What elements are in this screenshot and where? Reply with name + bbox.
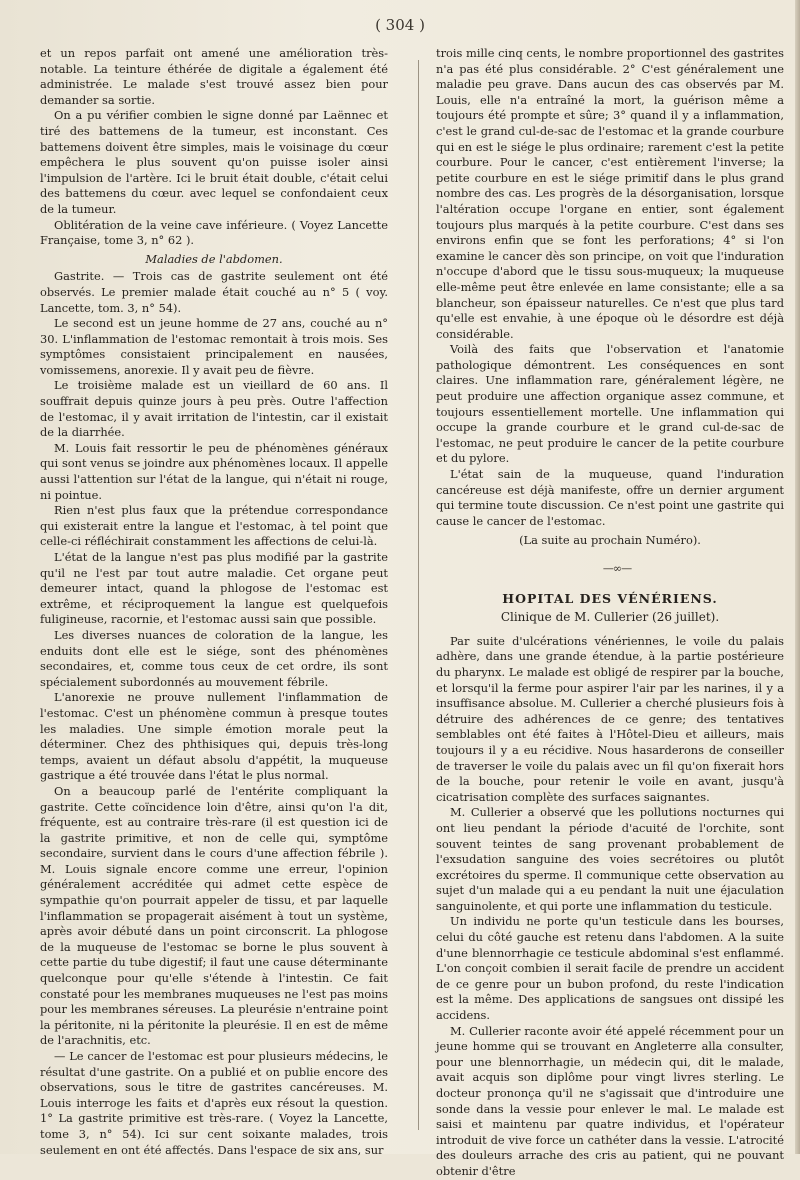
paragraph: — Le cancer de l'estomac est pour plusieurs médecins, le résultat d'une gastrite. On a publié et on publie encore des observations, sous le titre de gastrites cancéreuses. M. Louis interroge les faits et d'après eux résout la question. 1° La gastrite primitive est très-rare. ( Voyez la Lancette, tome 3, n° 54). Ici sur cent soixante malades, trois seulement en ont été affectés. Dans l'espace de six ans, sur — [40, 1049, 388, 1157]
paragraph: et un repos parfait ont amené une amélioration très-notable. La teinture éthérée de digitale a également été administrée. Le malade s'est trouvé assez bien pour demander sa sortie. — [40, 46, 388, 107]
section-subheading: Maladies de l'abdomen. — [145, 251, 283, 266]
paragraph: M. Cullerier raconte avoir été appelé récemment pour un jeune homme qui se trouvant en Angleterre alla consulter, pour une blennorrhagie, un médecin qui, dit le malade, avait acquis son diplôme pour vingt livres sterling. Le docteur prononça qu'il ne s'agissait que d'introduire une sonde dans la vessie pour enlever le mal. Le malade est saisi et maintenu par quatre individus, et l'opérateur introduit de vive force un cathéter dans la vessie. L'atrocité des douleurs arrache des cris au patient, qui ne pouvant obtenir d'être — [436, 1023, 784, 1178]
paragraph: trois mille cinq cents, le nombre proportionnel des gastrites n'a pas été plus considérable. 2° C'est généralement une maladie peu grave. Dans aucun des cas observés par M. Louis, elle n'a entraîné la mort, la guérison même a toujours été prompte et sûre; 3° quand il y a inflammation, c'est le grand cul-de-sac de l'estomac et la grande courbure qui en est le siége le plus ordinaire; rarement c'est la petite courbure. Pour le cancer, c'est entièrement l'inverse; la petite courbure en est le siége primitif dans le plus grand nombre des cas. Les progrès de la désorganisation, lorsque l'altération occupe l'organe en entier, sont également toujours plus marqués à la petite courbure. C'est dans ses environs enfin que se font les perforations; 4° si l'on examine le cancer dès son principe, on voit que l'induration n'occupe d'abord que le tissu sous-muqueux; la muqueuse elle-même peut être enlevée en lame consistante; elle a sa blancheur, son épaisseur naturelles. Ce n'est que plus tard qu'elle est envahie, à une époque où le désordre est déjà considérable. — [436, 46, 784, 341]
paragraph: Voilà des faits que l'observation et l'anatomie pathologique démontrent. Les conséquences en sont claires. Une inflammation rare, généralement légère, ne peut produire une affection organique assez commune, et toujours essentiellement mortelle. Une inflammation qui occupe la grande courbure et le grand cul-de-sac de l'estomac, ne peut produire le cancer de la petite courbure et du pylore. — [436, 342, 784, 466]
page-number: ( 304 ) — [375, 16, 425, 34]
paragraph: Gastrite. — Trois cas de gastrite seulement ont été observés. Le premier malade était couché au n° 5 ( voy. Lancette, tom. 3, n° 54). — [40, 269, 388, 315]
column-divider — [418, 60, 419, 1130]
paragraph: Oblitération de la veine cave inférieure. ( Voyez Lancette Française, tome 3, n° 62 ). — [40, 217, 388, 248]
paragraph: Le second est un jeune homme de 27 ans, couché au n° 30. L'inflammation de l'estomac remontait à trois mois. Ses symptômes consistaient principalement en nausées, vomissemens, anorexie. Il y avait peu de fièvre. — [40, 316, 388, 377]
page-edge — [795, 0, 800, 1154]
paragraph: Le troisième malade est un vieillard de 60 ans. Il souffrait depuis quinze jours à peu près. Outre l'affection de l'estomac, il y avait irritation de l'intestin, car il existait de la diarrhée. — [40, 378, 388, 440]
paragraph: Rien n'est plus faux que la prétendue correspondance qui existerait entre la langue et l'estomac, à tel point que celle-ci réfléchirait constamment les affections de celui-là. — [40, 503, 388, 549]
paragraph: L'anorexie ne prouve nullement l'inflammation de l'estomac. C'est un phénomène commun à presque toutes les maladies. Une simple émotion morale peut la déterminer. Chez des phthisiques qui, depuis très-long temps, avaient un défaut absolu d'appétit, la muqueuse gastrique a été trouvée dans l'état le plus normal. — [40, 690, 388, 783]
section-heading: HOPITAL DES VÉNÉRIENS. — [502, 590, 718, 606]
continued-note: (La suite au prochain Numéro). — [519, 533, 701, 548]
paragraph: Par suite d'ulcérations vénériennes, le voile du palais adhère, dans une grande étendue, à la partie postérieure du pharynx. Le malade est obligé de respirer par la bouche, et lorsqu'il la ferme pour aspirer l'air par les narines, il y a insuffisance absolue. M. Cullerier a cherché plusieurs fois à détruire des adhérences de ce genre; des tentatives semblables ont été faites à l'Hôtel-Dieu et ailleurs, mais toujours il y a eu récidive. Nous hasarderons de conseiller de traverser le voile du palais avec un fil qu'on fixerait hors de la bouche, pour retenir le voile en avant, jusqu'à cicatrisation complète des surfaces saignantes. — [436, 633, 784, 804]
paragraph: M. Louis fait ressortir le peu de phénomènes généraux qui sont venus se joindre aux phénomènes locaux. Il appelle aussi l'attention sur l'état de la langue, qui n'était ni rouge, ni pointue. — [40, 440, 388, 502]
paragraph: Un individu ne porte qu'un testicule dans les bourses, celui du côté gauche est retenu dans l'abdomen. A la suite d'une blennorrhagie ce testicule abdominal s'est enflammé. L'on conçoit combien il serait facile de prendre un accident de ce genre pour un bubon profond, du reste l'indication est la même. Des applications de sangsues ont dissipé les accidens. — [436, 914, 784, 1023]
paragraph: L'état sain de la muqueuse, quand l'induration cancéreuse est déjà manifeste, offre un dernier argument qui termine toute discussion. Ce n'est point une gastrite qui cause le cancer de l'estomac. — [436, 467, 784, 528]
left-column — [40, 46, 388, 1158]
clinic-heading: Clinique de M. Cullerier (26 juillet). — [500, 610, 720, 625]
paragraph: L'état de la langue n'est pas plus modifié par la gastrite qu'il ne l'est par tout autre maladie. Cet organe peut demeurer intact, quand la phlogose de l'estomac est extrême, et réciproquement la langue est quelquefois fuligineuse, racornie, et l'estomac aussi sain que possible. — [40, 550, 388, 627]
right-column — [436, 46, 784, 1180]
paragraph: On a pu vérifier combien le signe donné par Laënnec et tiré des battemens de la tumeur, est inconstant. Ces battemens doivent être simples, mais le voisinage du cœur empêchera le plus souvent qu'on puisse isoler ainsi l'impulsion de l'artère. Ici le bruit était double, c'était celui des battemens du cœur. avec lequel se confondaient ceux de la tumeur. — [40, 108, 388, 216]
paragraph: M. Cullerier a observé que les pollutions nocturnes qui ont lieu pendant la période d'acuité de l'orchite, sont souvent teintes de sang provenant probablement de l'exsudation sanguine des voies secrétoires ou plutôt excrétoires du sperme. Il communique cette observation au sujet d'un malade qui a eu pendant la nuit une éjaculation sanguinolente, et qui porte une inflammation du testicule. — [436, 805, 784, 913]
ornament-divider: —∞— — [602, 562, 632, 575]
paragraph: On a beaucoup parlé de l'entérite compliquant la gastrite. Cette coïncidence loin d'être, ainsi qu'on l'a dit, fréquente, est au contraire très-rare (il est question ici de la gastrite primitive, et non de celle qui, symptôme secondaire, survient dans le cours d'une affection fébrile ). M. Louis signale encore comme une erreur, l'opinion généralement accréditée qui admet cette espèce de sympathie qu'on pourrait appeler de tissu, et par laquelle l'inflammation se propagerait aisément à tout un système, après avoir débuté dans un point circonscrit. La phlogose de la muqueuse de l'estomac se borne le plus souvent à cette partie du tube digestif; il faut une cause déterminante quelconque pour qu'elle s'étende à l'intestin. Ce fait constaté pour les membranes muqueuses ne l'est pas moins pour les membranes séreuses. La pleurésie n'entraine point la péritonite, ni la péritonite la pleurésie. Il en est de même de l'arachnitis, etc. — [40, 783, 388, 1048]
paragraph: Les diverses nuances de coloration de la langue, les enduits dont elle est le siége, sont des phénomènes secondaires, et, comme tous ceux de cet ordre, ils sont spécialement subordonnés au mouvement fébrile. — [40, 627, 388, 689]
